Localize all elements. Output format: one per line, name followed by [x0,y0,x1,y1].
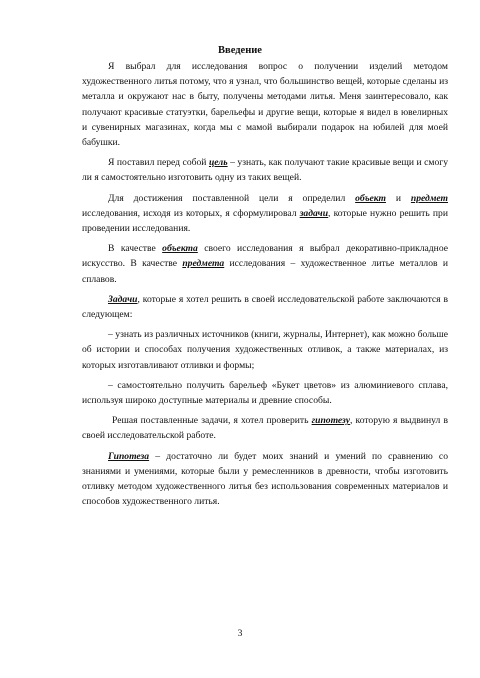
text-span: , которую я выдвинул в своей исследовательской работе. [82,415,448,442]
text-span: Я поставил перед собой [108,157,209,169]
paragraph-hypothesis-intro [82,413,448,443]
keyword-subject-2: предмета [182,258,225,270]
document-body [82,59,448,514]
text-span: Решая поставленные задачи, я хотел проверить [112,415,312,427]
keyword-goal: цель [208,157,228,169]
text-span: – узнать, как получают такие красивые вещи и смогу ли я самостоятельно изготовить одну из таких вещей. [82,157,448,184]
paragraph-object-choice [82,241,448,287]
keyword-object-2: объекта [162,243,198,255]
paragraph-tasks-intro [82,292,448,322]
keyword-hypothesis: гипотезу [311,415,350,427]
text-span: и [385,192,411,204]
keyword-tasks-2: Задачи [108,293,138,305]
page-number: 3 [237,628,243,639]
paragraph-hypothesis [82,449,448,510]
text-span: В качестве [108,243,163,255]
text-span: исследования – художественное литье металлов и сплавов. [82,258,448,285]
paragraph-intro: Я выбрал для исследования вопрос о получении изделий методом художественного литья потому, что я узнал, что большинство вещей, которые сделаны из металла и окружают нас в быту, получены методами литья. Меня заинтересовало, как получают красивые статуэтки, барельефы и другие вещи, которые я видел в ювелирных и сувенирных магазинах, когда мы с мамой выбирали подарок на юбилей для моей бабушки. [82,61,448,149]
paragraph-object-subject [82,191,448,237]
text-span: своего исследования я выбрал декоративно-прикладное искусство. В качестве [82,243,448,270]
section-title: Введение [218,45,262,56]
text-span: – достаточно ли будет моих знаний и умений по сравнению со знаниями и умениями, которые были у ремесленников в древности, чтобы изготовить отливку методом художественного литья без использования современных материалов и способов художественного литья. [82,450,448,508]
list-item-task-1: – узнать из различных источников (книги, журналы, Интернет), как можно больше об истории и способах получения художественных отливок, а также материалах, из которых изготавливают отливки и формы; [82,329,448,371]
text-span: , которые нужно решить при проведении исследования. [82,207,448,235]
list-item-task-2: – самостоятельно получить барельеф «Букет цветов» из алюминиевого сплава, используя широко доступные материалы и древние способы. [82,379,448,407]
text-span: Для достижения поставленной цели я определил [108,192,356,204]
keyword-subject: предмет [410,192,448,204]
keyword-hypothesis-2: Гипотеза [108,450,150,462]
text-span: исследования, исходя из которых, я сформулировал [82,207,300,219]
keyword-object: объект [355,192,386,204]
paragraph-goal [82,155,448,185]
keyword-tasks: задачи [299,207,329,219]
text-span: , которые я хотел решить в своей исследовательской работе заключаются в следующем: [82,293,448,321]
